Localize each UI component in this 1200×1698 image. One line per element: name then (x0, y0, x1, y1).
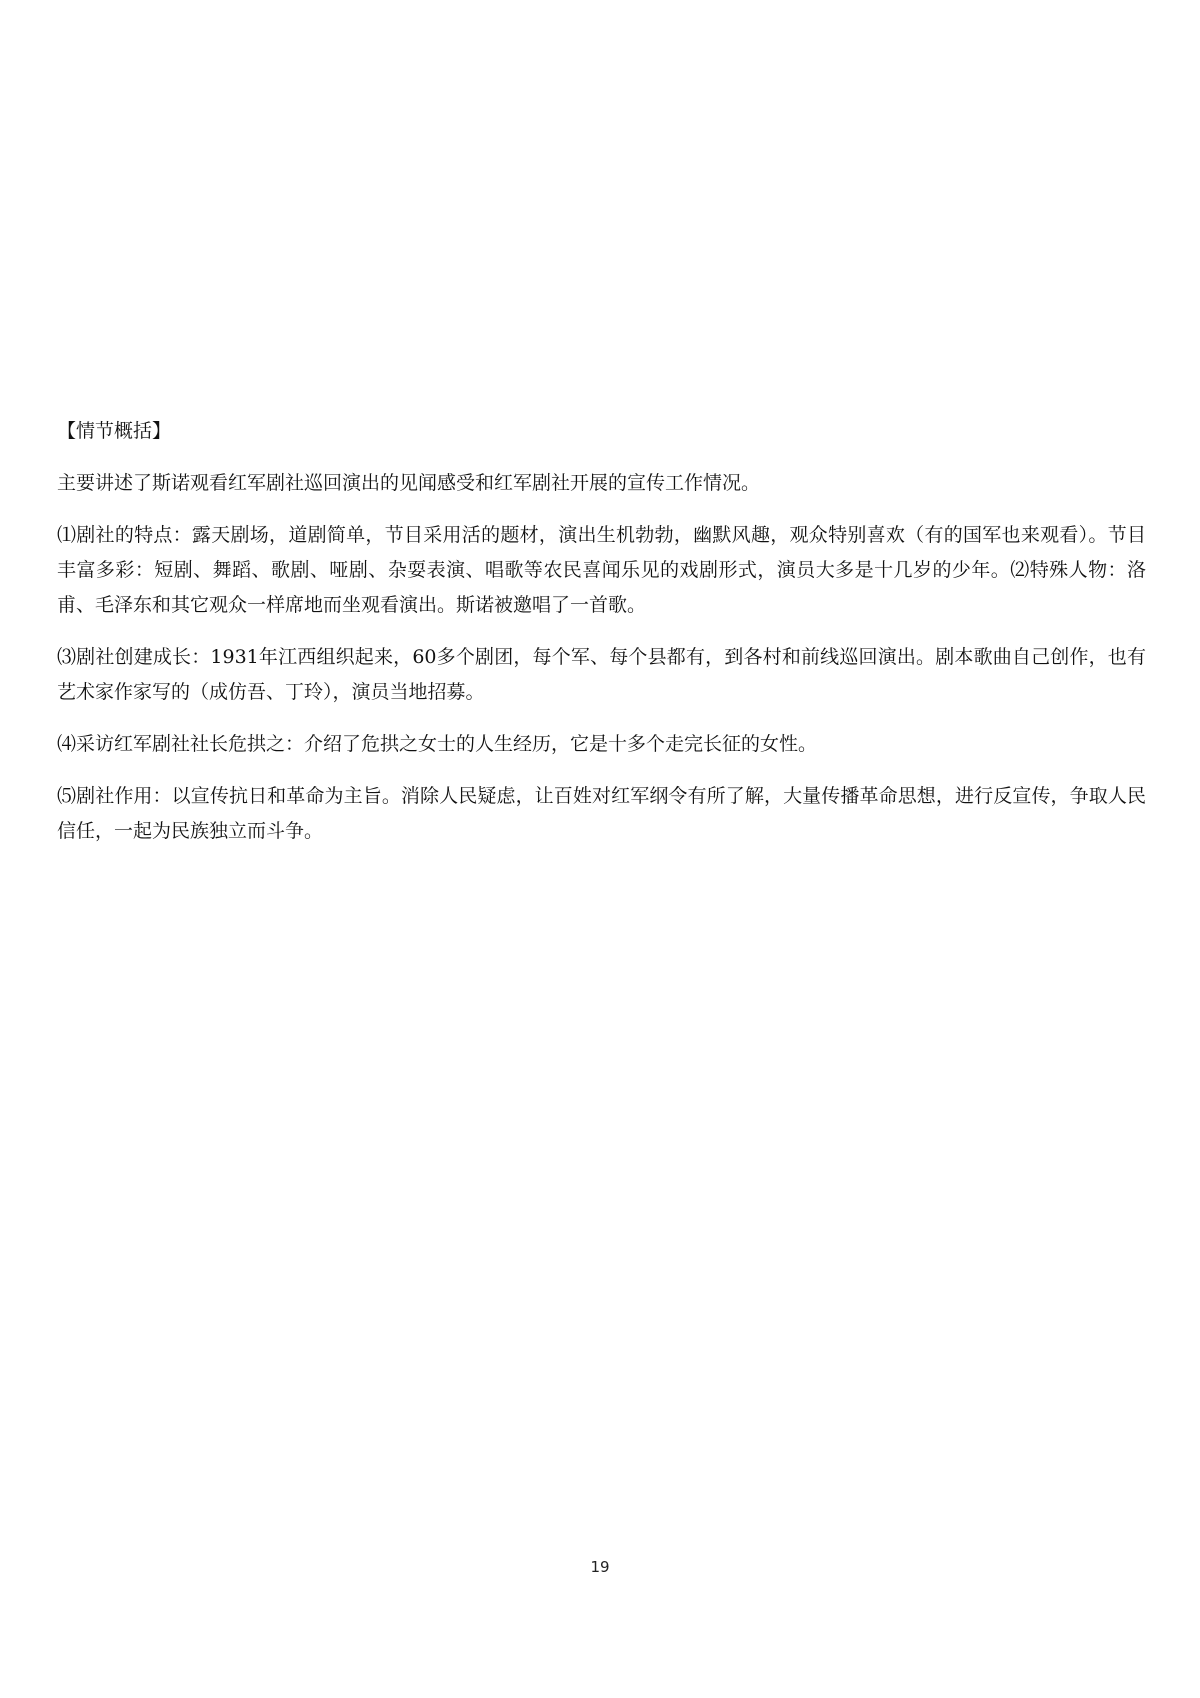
section-heading: 【情节概括】 (57, 420, 172, 442)
paragraph-troupe-role: ⑸剧社作用：以宣传抗日和革命为主旨。消除人民疑虑，让百姓对红军纲令有所了解，大量传播革命思想，进行反宣传，争取人民信任，一起为民族独立而斗争。 (57, 785, 1146, 842)
page-number: 19 (590, 1558, 610, 1576)
paragraph-troupe-features: ⑴剧社的特点：露天剧场，道剧简单，节目采用活的题材，演出生机勃勃，幽默风趣，观众特别喜欢（有的国军也来观看）。节目丰富多彩：短剧、舞蹈、歌剧、哑剧、杂耍表演、唱歌等农民喜闻乐见的戏剧形式，演员大多是十几岁的少年。⑵特殊人物：洛甫、毛泽东和其它观众一样席地而坐观看演出。斯诺被邀唱了一首歌。 (57, 524, 1146, 616)
paragraph-interview: ⑷采访红军剧社社长危拱之：介绍了危拱之女士的人生经历，它是十多个走完长征的女性。 (57, 733, 818, 755)
summary-paragraph: 主要讲述了斯诺观看红军剧社巡回演出的见闻感受和红军剧社开展的宣传工作情况。 (57, 472, 761, 494)
paragraph-troupe-history: ⑶剧社创建成长：1931年江西组织起来，60多个剧团，每个军、每个县都有，到各村和前线巡回演出。剧本歌曲自己创作，也有艺术家作家写的（成仿吾、丁玲），演员当地招募。 (57, 646, 1146, 703)
document-body (57, 414, 1146, 866)
